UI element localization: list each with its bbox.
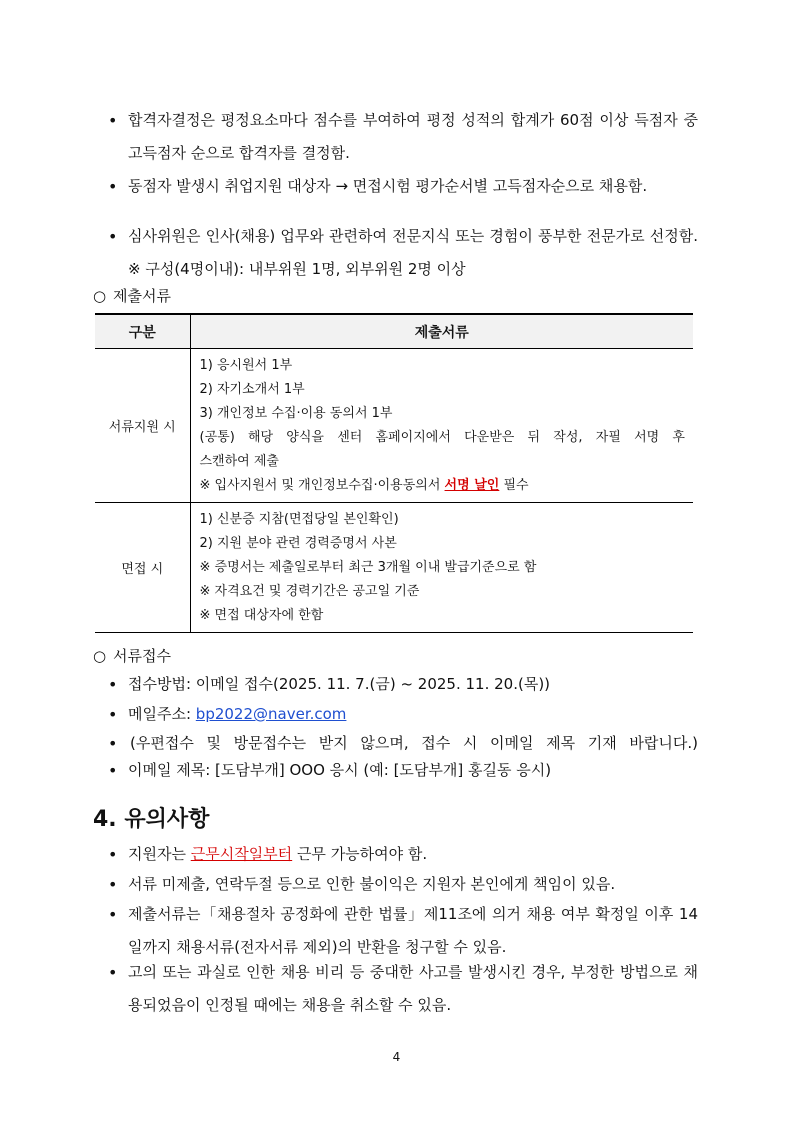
table-row	[95, 503, 693, 633]
bullet-document-return: • 제출서류는「채용절차 공정화에 관한 법률」제11조에 의거 채용 여부 확정일 이후 14일까지 채용서류(전자서류 제외)의 반환을 청구할 수 있음.	[108, 898, 698, 964]
submission-heading-text: 제출서류	[113, 287, 171, 305]
bullet-cancellation: • 고의 또는 과실로 인한 채용 비리 등 중대한 사고를 발생시킨 경우, 부정한 방법으로 채용되었음이 인정될 때에는 채용을 취소할 수 있음.	[108, 956, 698, 1022]
note-emphasis-signature: 서명 날인	[444, 478, 500, 493]
bullet-email-subject: • 이메일 제목: [도담부개] OOO 응시 (예: [도담부개] 홍길동 응시)	[108, 754, 698, 787]
row-category-interview: 면접 시	[95, 503, 190, 633]
row-documents-application	[190, 349, 693, 503]
circle-marker: ○	[93, 647, 107, 665]
doc-item: ※ 면접 대상자에 한함	[199, 608, 324, 623]
header-documents: 제출서류	[190, 314, 693, 349]
doc-item: ※ 자격요건 및 경력기간은 공고일 기준	[199, 584, 420, 599]
bullet1-prefix: 지원자는	[128, 845, 191, 863]
note-suffix: 필수	[499, 478, 529, 493]
table-row	[95, 349, 693, 503]
header-category: 구분	[95, 314, 190, 349]
bullet-reviewers: • 심사위원은 인사(채용) 업무와 관련하여 전문지식 또는 경험이 풍부한 전문가로 선정함. ※ 구성(4명이내): 내부위원 1명, 외부위원 2명 이상	[108, 220, 698, 286]
note-prefix: ※ 입사지원서 및 개인정보수집·이용동의서	[199, 478, 445, 493]
doc-item: ※ 증명서는 제출일로부터 최근 3개월 이내 발급기준으로 함	[199, 560, 537, 575]
section-reception-heading	[93, 644, 171, 668]
doc-note-signature	[200, 474, 686, 498]
doc-item: 2) 자기소개서 1부	[199, 382, 305, 397]
bullet-pass-decision: • 합격자결정은 평정요소마다 점수를 부여하여 평정 성적의 합계가 60점 이상 득점자 중 고득점자 순으로 합격자를 결정함.	[108, 104, 698, 170]
bullet1-suffix: 근무 가능하여야 함.	[292, 845, 428, 863]
email-note-text: • (우편접수 및 방문접수는 받지 않으며, 접수 시 이메일 제목 기재 바랍니다.)	[130, 734, 698, 752]
circle-marker: ○	[93, 287, 107, 305]
bullet-tie-rule: • 동점자 발생시 취업지원 대상자 → 면접시험 평가순서별 고득점자순으로 채용함.	[108, 170, 698, 203]
table-header-row	[95, 314, 693, 349]
bullet1-emphasis: 근무시작일부터	[190, 845, 293, 863]
row-documents-interview	[190, 503, 693, 633]
row-category-application: 서류지원 시	[95, 349, 190, 503]
doc-item: 스캔하여 제출	[199, 454, 279, 469]
doc-item: 2) 지원 분야 관련 경력증명서 사본	[199, 536, 397, 551]
doc-item: (공통) 해당 양식을 센터 홈페이지에서 다운받은 뒤 작성, 자필 서명 후	[199, 430, 685, 445]
bullet-responsibility: • 서류 미제출, 연락두절 등으로 인한 불이익은 지원자 본인에게 책임이 있음.	[108, 868, 698, 901]
doc-item: 1) 응시원서 1부	[199, 358, 293, 373]
section-notes-title: 4. 유의사항	[93, 807, 210, 832]
bullet-reception-method: • 접수방법: 이메일 접수(2025. 11. 7.(금) ~ 2025. 11. 20.(목))	[108, 668, 698, 701]
doc-item: 1) 신분증 지참(면접당일 본인확인)	[199, 512, 399, 527]
email-link[interactable]: bp2022@naver.com	[195, 705, 347, 723]
email-label: 메일주소:	[128, 705, 196, 723]
page-number: 4	[392, 1050, 401, 1064]
bullet-start-date	[108, 838, 698, 871]
doc-item: 3) 개인정보 수집·이용 동의서 1부	[199, 406, 393, 421]
section-submission-heading	[93, 284, 171, 308]
reception-heading-text: 서류접수	[113, 647, 171, 665]
submission-table	[95, 313, 693, 633]
